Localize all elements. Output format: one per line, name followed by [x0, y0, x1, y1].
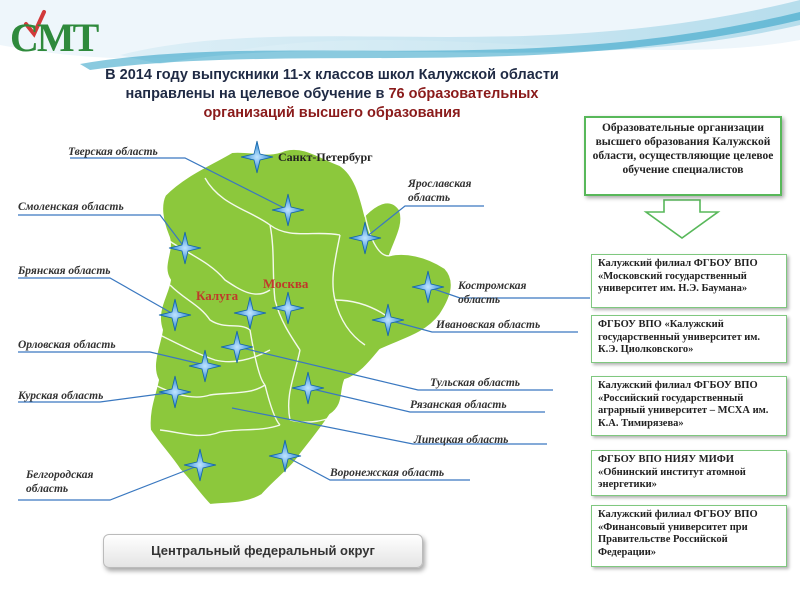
- city-moscow: Москва: [263, 276, 309, 291]
- region-yaroslavl: Ярославская область: [408, 178, 472, 204]
- region-lipetsk: Липецкая область: [414, 434, 509, 446]
- org-card-2: ФГБОУ ВПО «Калужский государственный университет им. К.Э. Циолковского»: [591, 315, 787, 363]
- org-card-4: ФГБОУ ВПО НИЯУ МИФИ «Обнинский институт атомной энергетики»: [591, 450, 787, 496]
- region-ryazan: Рязанская область: [410, 399, 507, 411]
- down-arrow-icon: [646, 200, 718, 238]
- region-orel: Орловская область: [18, 339, 116, 351]
- logo: СМТ: [10, 15, 98, 60]
- org-card-5: Калужский филиал ФГБОУ ВПО «Финансовый университет при Правительстве Российской Федерации»: [591, 505, 787, 567]
- title-line-1: В 2014 году выпускники 11-х классов школ Калужской области: [105, 67, 559, 83]
- title-line-2: направлены на целевое обучение в 76 образовательных: [125, 86, 539, 102]
- org-card-1: Калужский филиал ФГБОУ ВПО «Московский государственный университет им. Н.Э. Баумана»: [591, 254, 787, 308]
- region-kursk: Курская область: [18, 390, 104, 402]
- organizations-header: Образовательные организации высшего образования Калужской области, осуществляющие целевое обучение специалистов: [584, 116, 782, 196]
- title-line-3: организаций высшего образования: [203, 105, 461, 121]
- region-kostroma: Костромская область: [458, 280, 527, 306]
- region-belgorod: Белгородская область: [26, 469, 94, 495]
- org-card-3: Калужский филиал ФГБОУ ВПО «Российский государственный аграрный университет – МСХА им. К.А. Тимирязева»: [591, 376, 787, 436]
- region-voronezh: Воронежская область: [330, 467, 445, 479]
- map: [150, 149, 452, 505]
- page-title: [62, 66, 602, 123]
- region-smolensk: Смоленская область: [18, 201, 124, 213]
- city-spb: Санкт-Петербург: [278, 150, 373, 164]
- region-ivanovo: Ивановская область: [436, 319, 541, 331]
- region-tula: Тульская область: [430, 377, 521, 389]
- city-kaluga: Калуга: [196, 288, 239, 303]
- district-label: Центральный федеральный округ: [103, 534, 423, 568]
- region-bryansk: Брянская область: [18, 265, 111, 277]
- region-tver: Тверская область: [68, 146, 158, 158]
- title-highlight: 76 образовательных: [388, 86, 539, 102]
